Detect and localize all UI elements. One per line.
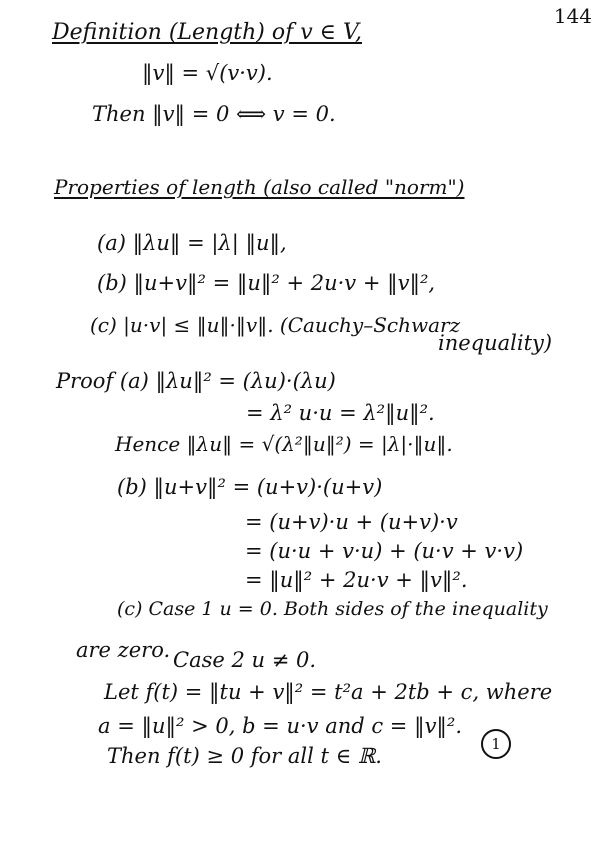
property-c: (c) |u·v| ≤ ‖u‖·‖v‖. (Cauchy–Schwarz [90, 313, 461, 337]
quadratic-coefficients: a = ‖u‖² > 0, b = u·v and c = ‖v‖². [98, 714, 463, 738]
proof-c-case-1-conclusion: are zero. [76, 638, 171, 662]
proof-b-line-2: = (u+v)·u + (u+v)·v [245, 510, 458, 534]
norm-zero-statement: Then ‖v‖ = 0 ⟺ v = 0. [92, 102, 336, 126]
proof-a-line-1: Proof (a) ‖λu‖² = (λu)·(λu) [56, 369, 336, 393]
proof-c-case-1: (c) Case 1 u = 0. Both sides of the inequality [117, 598, 548, 620]
equation-marker: 1 [481, 729, 511, 759]
definition-heading: Definition (Length) of v ∈ V, [52, 20, 362, 45]
property-a: (a) ‖λu‖ = |λ| ‖u‖, [97, 231, 287, 255]
proof-b-line-3: = (u·u + v·u) + (u·v + v·v) [245, 539, 524, 563]
quadratic-definition: Let f(t) = ‖tu + v‖² = t²a + 2tb + c, where [104, 680, 553, 704]
proof-a-line-2: = λ² u·u = λ²‖u‖². [246, 401, 435, 425]
nonnegativity-statement: Then f(t) ≥ 0 for all t ∈ ℝ. [107, 744, 382, 768]
proof-b-line-4: = ‖u‖² + 2u·v + ‖v‖². [245, 568, 468, 592]
proof-c-case-2: Case 2 u ≠ 0. [173, 648, 317, 672]
norm-definition-formula: ‖v‖ = √(v·v). [142, 61, 273, 85]
inequality-label: inequality) [438, 331, 553, 355]
proof-a-conclusion: Hence ‖λu‖ = √(λ²‖u‖²) = |λ|·‖u‖. [115, 432, 453, 456]
properties-heading: Properties of length (also called "norm") [54, 175, 465, 199]
page-number: 144 [553, 4, 592, 28]
proof-b-line-1: (b) ‖u+v‖² = (u+v)·(u+v) [117, 475, 383, 499]
property-b: (b) ‖u+v‖² = ‖u‖² + 2u·v + ‖v‖², [97, 271, 436, 295]
